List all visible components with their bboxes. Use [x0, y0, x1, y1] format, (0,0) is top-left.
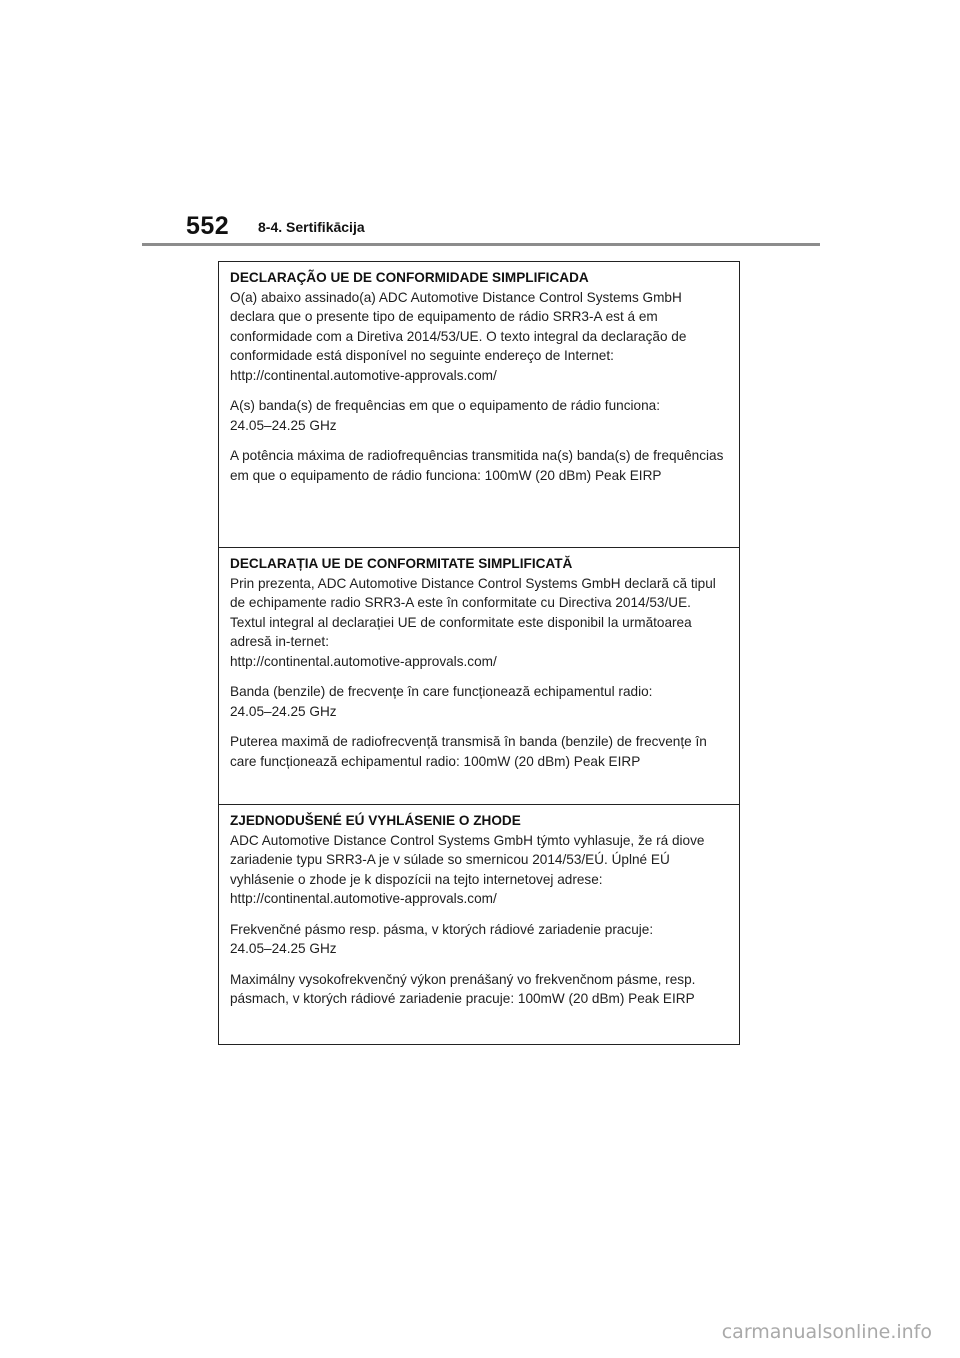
declaration-heading: ZJEDNODUŠENÉ EÚ VYHLÁSENIE O ZHODE [230, 813, 521, 828]
paragraph-gap [230, 721, 728, 732]
declaration-url: http://continental.automotive-approvals.com/ [230, 367, 497, 383]
declaration-url: http://continental.automotive-approvals.com/ [230, 653, 497, 669]
paragraph-gap [230, 671, 728, 682]
declaration-romanian [219, 547, 739, 804]
band-label: A(s) banda(s) de frequências em que o equipamento de rádio funciona: [230, 398, 660, 413]
declaration-heading: DECLARAȚIA UE DE CONFORMITATE SIMPLIFICATĂ [230, 556, 573, 571]
band-label: Banda (benzile) de frecvențe în care funcționează echipamentul radio: [230, 684, 653, 699]
section-title: 8-4. Sertifikācija [258, 219, 365, 235]
declaration-slovak [219, 804, 739, 1044]
power-text: Puterea maximă de radiofrecvență transmisă în banda (benzile) de frecvențe în care funcționează echipamentul radio: 100mW (20 dBm) Peak EIRP [230, 734, 707, 769]
declaration-table [218, 261, 740, 1045]
header-divider [142, 243, 820, 246]
paragraph-gap [230, 909, 728, 920]
paragraph-gap [230, 435, 728, 446]
declaration-intro: O(a) abaixo assinado(a) ADC Automotive Distance Control Systems GmbH declara que o presente tipo de equipamento de rádio SRR3-A est á em conformidade com a Diretiva 2014/53/UE. O texto integral da declaração de conformidade está disponível no seguinte endereço de Internet: [230, 289, 687, 363]
declaration-heading: DECLARAÇÃO UE DE CONFORMIDADE SIMPLIFICADA [230, 270, 589, 285]
page-header [0, 0, 960, 250]
watermark-link[interactable]: carmanualsonline.info [721, 1321, 932, 1343]
declaration-intro: Prin prezenta, ADC Automotive Distance Control Systems GmbH declară că tipul de echipamente radio SRR3-A este în conformitate cu Directiva 2014/53/UE. Textul integral al declarației UE de conformitate este disponibil la următoarea adresă in-ternet: [230, 575, 716, 649]
paragraph-gap [230, 385, 728, 396]
power-text: Maximálny vysokofrekvenčný výkon prenášaný vo frekvenčnom pásme, resp. pásmach, v ktorých rádiové zariadenie pracuje: 100mW (20 dBm) Peak EIRP [230, 971, 696, 1006]
band-value: 24.05–24.25 GHz [230, 703, 337, 719]
power-text: A potência máxima de radiofrequências transmitida na(s) banda(s) de frequências em que o equipamento de rádio funciona: 100mW (20 dBm) Peak EIRP [230, 448, 724, 483]
paragraph-gap [230, 959, 728, 970]
page-number: 552 [186, 212, 230, 240]
declaration-url: http://continental.automotive-approvals.com/ [230, 891, 497, 906]
band-value: 24.05–24.25 GHz [230, 941, 337, 956]
band-value: 24.05–24.25 GHz [230, 417, 337, 433]
declaration-intro: ADC Automotive Distance Control Systems GmbH týmto vyhlasuje, že rá diove zariadenie typu SRR3-A je v súlade so smernicou 2014/53/EÚ. Úplné EÚ vyhlásenie o zhode je k dispozícii na tejto internetovej adrese: [230, 832, 705, 887]
band-label: Frekvenčné pásmo resp. pásma, v ktorých rádiové zariadenie pracuje: [230, 921, 654, 937]
declaration-portuguese [219, 262, 739, 547]
